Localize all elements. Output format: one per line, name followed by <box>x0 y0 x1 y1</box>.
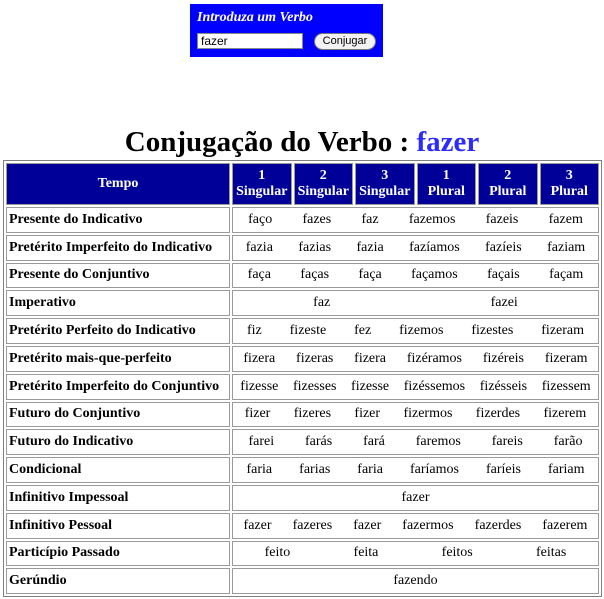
conjugation-form: fariam <box>547 462 585 478</box>
conjugation-form: farei <box>248 434 275 450</box>
table-row <box>6 513 599 539</box>
person-label: Plural <box>427 184 465 199</box>
conjugation-form: faz <box>313 295 331 311</box>
table-row <box>6 457 599 483</box>
conjugation-form: faças <box>300 267 330 283</box>
conjugation-cell <box>232 457 599 483</box>
tense-label: Presente do Conjuntivo <box>6 263 230 289</box>
person-number: 3 <box>381 168 389 183</box>
table-header-row <box>6 163 599 205</box>
conjugation-form: fizemos <box>399 323 444 339</box>
conjugation-form: feita <box>353 545 379 561</box>
conjugar-button[interactable]: Conjugar <box>314 33 376 50</box>
conjugation-form: fizessem <box>541 378 591 394</box>
page-title-verb: fazer <box>416 126 480 158</box>
conjugation-form: fizeras <box>296 350 334 366</box>
verb-search-form <box>190 4 383 57</box>
conjugation-form: feito <box>264 545 291 561</box>
tense-label: Particípio Passado <box>6 541 230 567</box>
tempo-header: Tempo <box>6 163 230 205</box>
person-number: 2 <box>319 168 327 183</box>
conjugation-form: fizestes <box>471 323 514 339</box>
person-label: Plural <box>550 184 588 199</box>
conjugation-form: fizer <box>244 406 271 422</box>
conjugation-form: fazerdes <box>474 517 522 533</box>
conjugation-form: fizer <box>354 406 381 422</box>
conjugation-table <box>3 160 602 597</box>
person-header <box>355 163 415 205</box>
conjugation-cell <box>232 318 599 344</box>
conjugation-form: fazíamos <box>409 239 460 255</box>
tense-label: Gerúndio <box>6 568 230 594</box>
conjugation-form: faríeis <box>485 462 521 478</box>
tense-label: Pretérito mais-que-perfeito <box>6 346 230 372</box>
verb-input[interactable] <box>197 33 303 49</box>
conjugation-form: faria <box>357 462 383 478</box>
tense-label: Presente do Indicativo <box>6 207 230 233</box>
tense-label: Futuro do Conjuntivo <box>6 402 230 428</box>
conjugation-form: fiz <box>246 323 262 339</box>
conjugation-form: fará <box>363 434 385 450</box>
conjugation-form: fizera <box>243 350 276 366</box>
conjugation-form: fazia <box>356 239 384 255</box>
tense-label: Condicional <box>6 457 230 483</box>
tense-label: Infinitivo Pessoal <box>6 513 230 539</box>
conjugation-form: fazemos <box>408 211 456 227</box>
person-label: Singular <box>297 184 349 199</box>
conjugation-form: faziam <box>547 239 586 255</box>
conjugation-form: fareis <box>491 434 523 450</box>
conjugation-form: fazias <box>298 239 332 255</box>
conjugation-form: fizermos <box>403 406 453 422</box>
conjugation-form: fez <box>354 323 372 339</box>
conjugation-form: façamos <box>411 267 458 283</box>
conjugation-form: fazeres <box>292 517 333 533</box>
conjugation-form: fazei <box>490 295 518 311</box>
tense-label: Pretérito Imperfeito do Indicativo <box>6 235 230 261</box>
page-title-prefix: Conjugação do Verbo : <box>124 126 417 158</box>
conjugation-form: faço <box>248 211 273 227</box>
tense-label: Futuro do Indicativo <box>6 429 230 455</box>
conjugation-form: fazes <box>302 211 332 227</box>
person-number: 1 <box>258 168 266 183</box>
tense-label: Infinitivo Impessoal <box>6 485 230 511</box>
search-form-title: Introduza um Verbo <box>197 10 313 25</box>
tense-label: Pretérito Perfeito do Indicativo <box>6 318 230 344</box>
conjugation-form: fizeste <box>289 323 327 339</box>
person-label: Singular <box>236 184 288 199</box>
person-number: 2 <box>504 168 512 183</box>
conjugation-form: fizera <box>354 350 387 366</box>
conjugation-cell <box>232 541 599 567</box>
conjugation-form: fizeram <box>544 350 588 366</box>
table-row <box>6 235 599 261</box>
conjugation-form: faça <box>358 267 382 283</box>
conjugation-form: farão <box>553 434 583 450</box>
conjugation-form: fazeis <box>485 211 519 227</box>
conjugation-form: feitos <box>441 545 473 561</box>
conjugation-form: fazer <box>353 517 382 533</box>
person-label: Singular <box>359 184 411 199</box>
conjugation-cell <box>232 402 599 428</box>
table-row <box>6 568 599 594</box>
conjugation-cell <box>232 513 599 539</box>
conjugation-cell: fazer <box>232 485 599 511</box>
conjugation-form: faremos <box>415 434 461 450</box>
conjugation-form: farias <box>299 462 331 478</box>
person-header <box>232 163 292 205</box>
tense-label: Imperativo <box>6 290 230 316</box>
conjugation-form: fizesse <box>240 378 279 394</box>
table-row <box>6 402 599 428</box>
person-number: 1 <box>442 168 450 183</box>
conjugation-form: fizésseis <box>479 378 528 394</box>
person-header <box>478 163 538 205</box>
conjugation-cell <box>232 207 599 233</box>
conjugation-form: fazíeis <box>485 239 522 255</box>
table-row <box>6 318 599 344</box>
table-row <box>6 374 599 400</box>
conjugation-form: fizerem <box>543 406 587 422</box>
conjugation-form: fazermos <box>402 517 454 533</box>
table-row <box>6 263 599 289</box>
conjugation-form: fizesses <box>292 378 337 394</box>
table-row <box>6 429 599 455</box>
conjugation-cell <box>232 374 599 400</box>
conjugation-form: fazem <box>548 211 583 227</box>
conjugation-form: faria <box>246 462 273 478</box>
table-row <box>6 346 599 372</box>
conjugation-cell <box>232 235 599 261</box>
conjugation-form: farás <box>304 434 333 450</box>
person-number: 3 <box>565 168 573 183</box>
conjugation-form: fizesse <box>351 378 390 394</box>
conjugation-cell <box>232 346 599 372</box>
table-row <box>6 541 599 567</box>
table-row <box>6 485 599 511</box>
conjugation-form: faça <box>247 267 271 283</box>
conjugation-form: feitas <box>536 545 567 561</box>
conjugation-cell <box>232 263 599 289</box>
conjugation-form: façam <box>549 267 584 283</box>
conjugation-form: fazerem <box>542 517 588 533</box>
conjugation-form: fazer <box>243 517 272 533</box>
conjugation-form: faríamos <box>409 462 459 478</box>
conjugation-form: fizeram <box>541 323 585 339</box>
table-row <box>6 207 599 233</box>
conjugation-form: fizéssemos <box>403 378 466 394</box>
person-header <box>417 163 477 205</box>
page-title <box>0 123 604 161</box>
conjugation-cell <box>232 290 599 316</box>
conjugation-form: fizéreis <box>482 350 525 366</box>
tense-label: Pretérito Imperfeito do Conjuntivo <box>6 374 230 400</box>
conjugation-form: faz <box>361 211 379 227</box>
conjugation-form: fizeres <box>293 406 332 422</box>
conjugation-cell <box>232 429 599 455</box>
conjugation-form: fizéramos <box>406 350 463 366</box>
table-row <box>6 290 599 316</box>
person-label: Plural <box>489 184 527 199</box>
conjugation-form: fazia <box>245 239 273 255</box>
conjugation-form: fizerdes <box>475 406 521 422</box>
conjugation-form: façais <box>487 267 520 283</box>
person-header <box>540 163 600 205</box>
conjugation-cell: fazendo <box>232 568 599 594</box>
table-body <box>6 207 599 594</box>
person-header <box>294 163 354 205</box>
